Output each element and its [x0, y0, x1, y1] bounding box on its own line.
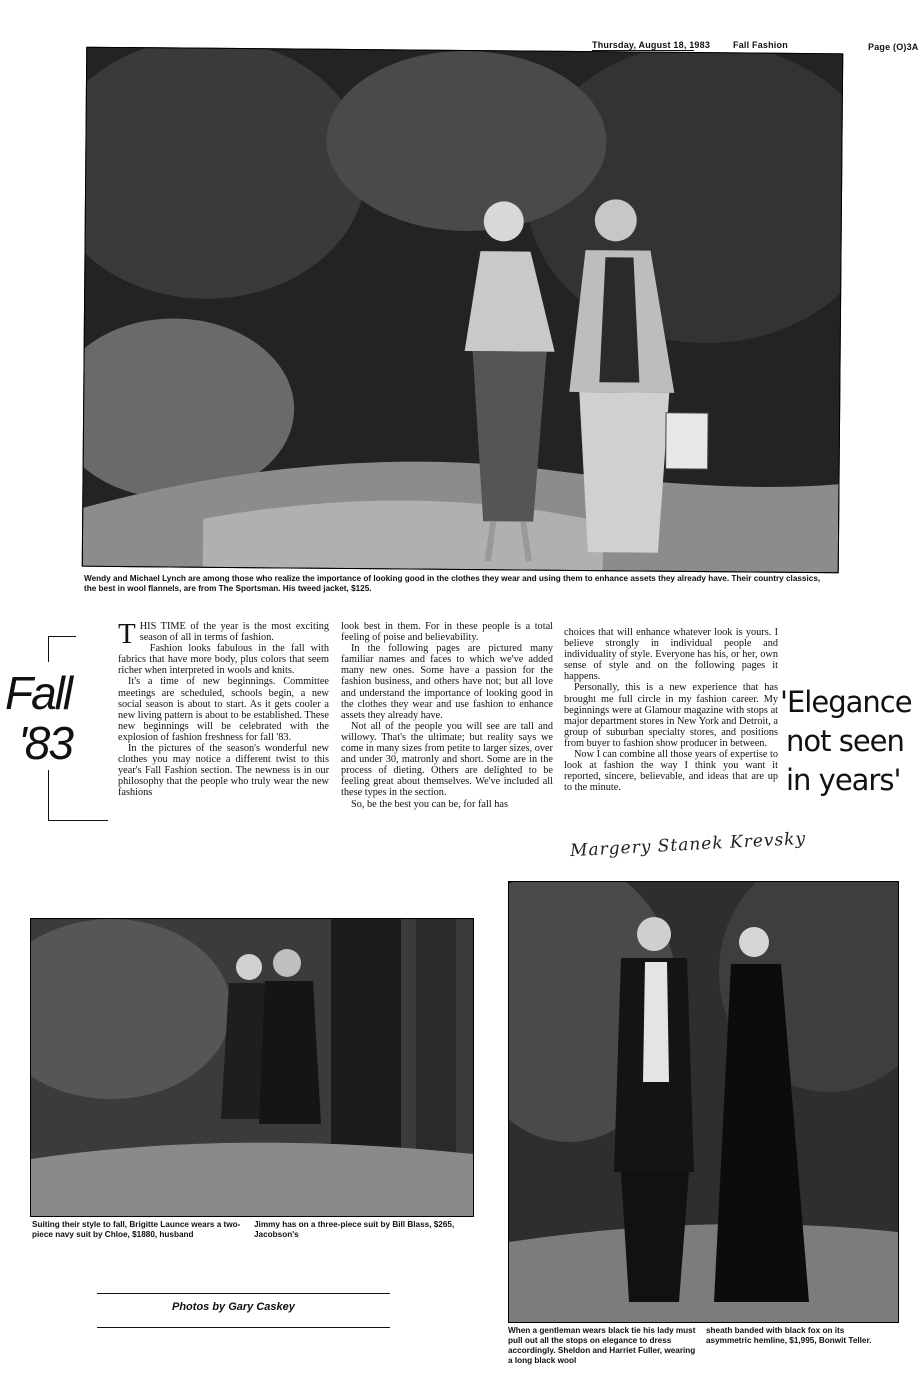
paragraph: Not all of the people you will see are tall and willowy. That's the ultimate; but reality says we come in many sizes from petite to larger sizes, over and under 30, matronly and short. Some are in the process of dieting. Others are delighted to be feeling great about themselves. We've included all these types in the section.	[341, 720, 553, 799]
headline-fall: Fall	[5, 667, 72, 719]
headline-in-years: in years'	[786, 763, 901, 797]
bottom-left-caption-2: Jimmy has on a three-piece suit by Bill Blass, $265, Jacobson's	[254, 1220, 455, 1239]
bottom-right-photo	[508, 881, 899, 1323]
headline-elegance: 'Elegance	[780, 685, 912, 719]
bracket-top	[48, 636, 76, 637]
bottom-right-caption-2: sheath banded with black fox on its asymmetric hemline, $1,995, Bonwit Teller.	[706, 1326, 872, 1345]
page-date: Thursday, August 18, 1983	[592, 40, 711, 50]
top-photo-caption: Wendy and Michael Lynch are among those who realize the importance of looking good in the clothes they wear and using them to enhance assets they already have. Their country classics, the best in wool flannels, are from The Sportsman. His tweed jacket, $125.	[84, 574, 821, 593]
paragraph: In the pictures of the season's wonderful new clothes you may notice a different twist to this year's Fall Fashion section. The newness is in our philosophy that the people who truly wear the new fashions	[118, 743, 329, 799]
credit-rule-bottom	[97, 1327, 390, 1328]
top-photo	[82, 47, 844, 574]
credit-rule-top	[97, 1293, 390, 1294]
paragraph: Personally, this is a new experience that has brought me full circle in my fashion career. My beginnings were at Glamour magazine with stops at major department stores in New York and Detroit, a group of suburban specialty stores, and positions from buyer to fashion show producer in between.	[564, 682, 778, 749]
bottom-left-caption-1: Suiting their style to fall, Brigitte Launce wears a two-piece navy suit by Chloe, $1880, husband	[32, 1220, 241, 1239]
paragraph: Fashion looks fabulous in the fall with fabrics that have more body, plus colors that seem richer when interpreted in wools and knits.	[118, 643, 329, 677]
paragraph: choices that will enhance whatever look is yours. I believe strongly in individual people and individuality of style. Everyone has his, or her, own sense of style and on the following pages it happens.	[564, 627, 778, 683]
article-column-1	[118, 618, 329, 799]
photo-credit: Photos by Gary Caskey	[172, 1301, 295, 1313]
article-column-2	[341, 621, 553, 810]
paragraph: Now I can combine all those years of expertise to look at fashion the way I think you want it reported, sincere, believable, and ideas that are up to the minute.	[564, 749, 778, 794]
author-signature: Margery Stanek Krevsky	[569, 828, 807, 862]
bracket-left-bottom	[48, 770, 49, 820]
article-column-3	[564, 627, 778, 793]
bottom-left-photo	[30, 918, 474, 1217]
section-name: Fall Fashion	[733, 40, 788, 50]
paragraph: In the following pages are pictured many familiar names and faces to which we've added many new ones. Some have a passion for the fashion business, and others have not; but all love and understand the importance of looking good in the clothes they wear and use fashion to enhance assets they already have.	[341, 643, 553, 721]
bracket-bottom	[48, 820, 108, 821]
paragraph: look best in them. For in these people is a total feeling of poise and believability.	[341, 621, 553, 644]
drop-cap: T	[118, 618, 136, 650]
headline-83: '83	[18, 717, 72, 769]
page-number: Page (O)3A	[868, 42, 919, 52]
paragraph: HIS TIME of the year is the most exciting season of all in terms of fashion.	[139, 621, 329, 644]
bottom-right-caption-1: When a gentleman wears black tie his lady must pull out all the stops on elegance to dress accordingly. Sheldon and Harriet Fuller, wearing a long black wool	[508, 1326, 696, 1365]
headline-not-seen: not seen	[786, 724, 904, 758]
paragraph: So, be the best you can be, for fall has	[351, 798, 508, 810]
paragraph: It's a time of new beginnings. Committee meetings are scheduled, schools begin, a new social season is about to start. As it gets cooler a new living pattern is about to be established. These new beginnings will be celebrated with the explosion of fashion freshness for fall '83.	[118, 676, 329, 743]
bracket-left-top	[48, 636, 49, 662]
